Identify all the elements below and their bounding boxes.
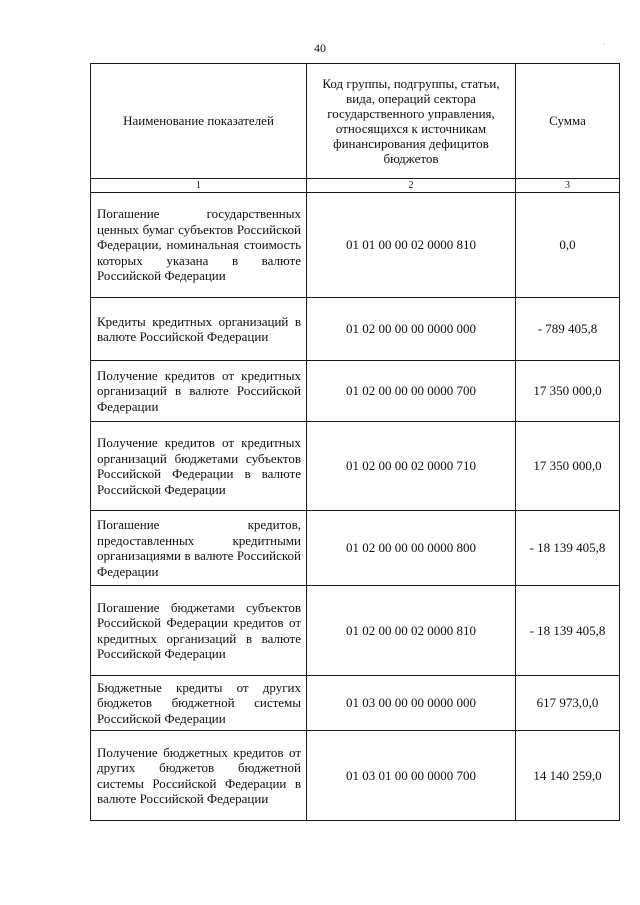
table-row xyxy=(91,511,620,586)
row-name: Погашение кредитов, предоставленных кредитными организациями в валюте Российской Федерации xyxy=(91,511,307,586)
row-name: Погашение бюджетами субъектов Российской Федерации кредитов от кредитных организаций в валюте Российской Федерации xyxy=(91,586,307,676)
row-sum: - 18 139 405,8 xyxy=(516,511,620,586)
row-name: Бюджетные кредиты от других бюджетов бюджетной системы Российской Федерации xyxy=(91,676,307,731)
row-sum: 0,0 xyxy=(516,193,620,298)
column-number-2: 2 xyxy=(307,179,516,193)
row-sum: 14 140 259,0 xyxy=(516,731,620,821)
row-name: Кредиты кредитных организаций в валюте Российской Федерации xyxy=(91,298,307,361)
row-code: 01 01 00 00 02 0000 810 xyxy=(307,193,516,298)
row-sum: 617 973,0,0 xyxy=(516,676,620,731)
header-row xyxy=(91,64,620,179)
row-sum: 17 350 000,0 xyxy=(516,422,620,511)
row-name: Получение кредитов от кредитных организаций бюджетами субъектов Российской Федерации в валюте Российской Федерации xyxy=(91,422,307,511)
header-sum: Сумма xyxy=(516,64,620,179)
row-name: Получение бюджетных кредитов от других бюджетов бюджетной системы Российской Федерации в валюте Российской Федерации xyxy=(91,731,307,821)
table-row xyxy=(91,586,620,676)
row-code: 01 02 00 00 00 0000 800 xyxy=(307,511,516,586)
row-code: 01 03 01 00 00 0000 700 xyxy=(307,731,516,821)
row-name: Получение кредитов от кредитных организаций в валюте Российской Федерации xyxy=(91,361,307,422)
row-code: 01 02 00 00 02 0000 810 xyxy=(307,586,516,676)
column-number-1: 1 xyxy=(91,179,307,193)
header-code: Код группы, подгруппы, статьи, вида, операций сектора государственного управления, относящихся к источникам финансирования дефицитов бюджетов xyxy=(307,64,516,179)
table-row xyxy=(91,193,620,298)
row-name: Погашение государственных ценных бумаг субъектов Российской Федерации, номинальная стоимость которых указана в валюте Российской Федерации xyxy=(91,193,307,298)
table-row xyxy=(91,422,620,511)
row-code: 01 02 00 00 02 0000 710 xyxy=(307,422,516,511)
table-row xyxy=(91,298,620,361)
header-name: Наименование показателей xyxy=(91,64,307,179)
scan-speck: · xyxy=(603,40,606,49)
column-number-row xyxy=(91,179,620,193)
row-sum: - 789 405,8 xyxy=(516,298,620,361)
row-code: 01 02 00 00 00 0000 700 xyxy=(307,361,516,422)
row-sum: 17 350 000,0 xyxy=(516,361,620,422)
column-number-3: 3 xyxy=(516,179,620,193)
row-code: 01 03 00 00 00 0000 000 xyxy=(307,676,516,731)
row-code: 01 02 00 00 00 0000 000 xyxy=(307,298,516,361)
table-row xyxy=(91,361,620,422)
financing-sources-table xyxy=(90,63,620,821)
table-row xyxy=(91,676,620,731)
page-number: 40 xyxy=(314,41,326,55)
table-row xyxy=(91,731,620,821)
row-sum: - 18 139 405,8 xyxy=(516,586,620,676)
